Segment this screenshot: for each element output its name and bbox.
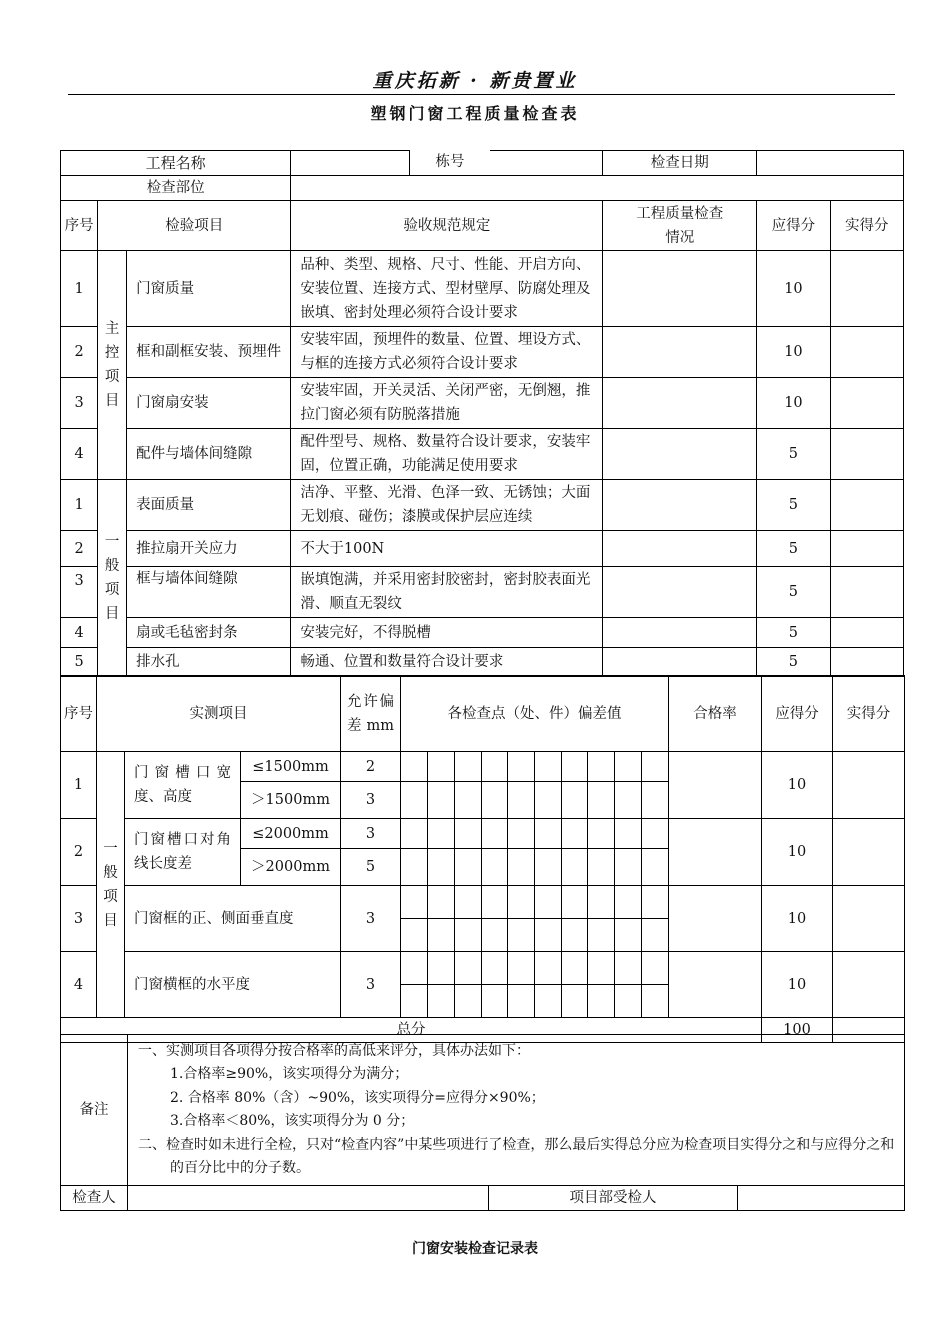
next-table-title: 门窗安装检查记录表 [412,1241,538,1257]
deviation-point-field[interactable] [481,886,508,918]
row-actual-score-field[interactable] [830,648,903,677]
row-quality-field[interactable] [603,531,757,567]
deviation-point-field[interactable] [561,782,588,818]
actual-score-header: 实得分 [830,201,903,251]
deviation-point-field[interactable] [561,952,588,984]
row-actual-score-field[interactable] [833,752,905,819]
deviation-point-field[interactable] [641,752,668,781]
deviation-point-field[interactable] [534,919,561,951]
row-spec: 畅通、位置和数量符合设计要求 [291,648,603,677]
row-quality-field[interactable] [603,429,757,480]
deviation-point-field[interactable] [454,985,481,1017]
row-quality-field[interactable] [603,648,757,677]
deviation-point-field[interactable] [428,985,455,1017]
check-part-label: 检查部位 [61,176,291,201]
deviation-point-field[interactable] [641,782,668,818]
row-due-score: 10 [762,886,833,952]
receiver-label: 项目部受检人 [489,1186,738,1211]
building-no-field[interactable] [490,151,587,175]
deviation-point-field[interactable] [534,849,561,885]
row-seq: 5 [61,648,98,677]
row-quality-field[interactable] [603,618,757,648]
spec-header: 验收规范规定 [291,201,603,251]
deviation-point-field[interactable] [481,849,508,885]
row-spec: 安装牢固，预埋件的数量、位置、埋设方式、与框的连接方式必须符合设计要求 [291,327,603,378]
inspector-field[interactable] [128,1186,489,1211]
deviation-point-field[interactable] [641,985,668,1017]
row-quality-field[interactable] [603,567,757,618]
deviation-grid[interactable] [401,985,669,1018]
row-spec: 安装完好，不得脱槽 [291,618,603,648]
row-seq: 3 [61,886,97,952]
deviation-point-field[interactable] [641,952,668,984]
deviation-point-field[interactable] [588,782,615,818]
row-actual-score-field[interactable] [830,378,903,429]
size-condition: ≤1500mm [241,752,341,782]
deviation-point-field[interactable] [534,782,561,818]
deviation-point-field[interactable] [428,849,455,885]
row-actual-score-field[interactable] [833,952,905,1018]
row-due-score: 5 [757,618,830,648]
deviation-grid[interactable] [401,952,669,985]
row-item: 门窗扇安装 [127,378,291,429]
company-slogan: 重庆拓新 · 新贵置业 [372,70,578,92]
deviation-point-field[interactable] [481,782,508,818]
project-name-label: 工程名称 [61,151,291,176]
row-due-score: 10 [762,752,833,819]
row-actual-score-field[interactable] [830,251,903,327]
allow-deviation: 3 [341,886,401,952]
deviation-point-field[interactable] [454,849,481,885]
row-item: 排水孔 [127,648,291,677]
row-item: 配件与墙体间缝隙 [127,429,291,480]
row-due-score: 10 [757,251,830,327]
deviation-point-field[interactable] [454,819,481,848]
size-condition: ＞2000mm [241,849,341,886]
deviation-point-field[interactable] [508,849,535,885]
row-due-score: 5 [757,429,830,480]
deviation-point-field[interactable] [508,985,535,1017]
row-seq: 4 [61,429,98,480]
row-quality-field[interactable] [603,327,757,378]
deviation-point-field[interactable] [508,782,535,818]
row-actual-score-field[interactable] [830,567,903,618]
pass-rate-field[interactable] [669,819,762,886]
row-item: 门窗质量 [127,251,291,327]
deviation-point-field[interactable] [588,886,615,918]
notes-table [60,1034,905,1211]
deviation-header: 各检查点（处、件）偏差值 [401,676,669,752]
check-part-field[interactable] [291,176,904,201]
deviation-point-field[interactable] [561,752,588,781]
deviation-point-field[interactable] [561,819,588,848]
row-spec: 配件型号、规格、数量符合设计要求，安装牢固，位置正确，功能满足使用要求 [291,429,603,480]
note-line: 2. 合格率 80%（含）~90%，该实项得分=应得分×90%； [170,1089,545,1106]
deviation-grid[interactable] [401,919,669,952]
notes-content [128,1035,905,1186]
deviation-point-field[interactable] [508,819,535,848]
note-line: 3.合格率＜80%，该实项得分为 0 分； [170,1113,415,1129]
row-actual-score-field[interactable] [830,480,903,531]
row-spec: 品种、类型、规格、尺寸、性能、开启方向、安装位置、连接方式、型材壁厚、防腐处理及嵌填、密封处理必须符合设计要求 [291,251,603,327]
row-item: 推拉扇开关应力 [127,531,291,567]
deviation-point-field[interactable] [534,886,561,918]
measurement-table [60,675,905,1043]
header-divider [68,94,895,95]
pass-rate-field[interactable] [669,752,762,819]
deviation-point-field[interactable] [401,886,428,918]
deviation-point-field[interactable] [454,952,481,984]
deviation-point-field[interactable] [615,886,642,918]
row-quality-field[interactable] [603,378,757,429]
deviation-point-field[interactable] [534,819,561,848]
deviation-point-field[interactable] [508,919,535,951]
measure-item: 门窗槽口对角线长度差 [125,819,241,886]
deviation-grid[interactable] [401,886,669,919]
row-seq: 4 [61,618,98,648]
allow-deviation: 5 [341,849,401,886]
deviation-point-field[interactable] [615,752,642,781]
deviation-point-field[interactable] [615,919,642,951]
row-item: 表面质量 [127,480,291,531]
deviation-point-field[interactable] [641,919,668,951]
row-actual-score-field[interactable] [830,531,903,567]
allow-deviation: 3 [341,952,401,1018]
deviation-point-field[interactable] [561,985,588,1017]
deviation-point-field[interactable] [588,919,615,951]
date-label: 检查日期 [603,151,757,176]
deviation-point-field[interactable] [615,819,642,848]
quality-header: 工程质量检查情况 [603,201,757,251]
row-actual-score-field[interactable] [830,327,903,378]
row-due-score: 5 [757,648,830,677]
deviation-point-field[interactable] [401,782,428,818]
allow-deviation: 3 [341,782,401,819]
deviation-point-field[interactable] [534,952,561,984]
deviation-point-field[interactable] [401,819,428,848]
deviation-point-field[interactable] [534,985,561,1017]
receiver-field[interactable] [738,1186,905,1211]
total-score: 100 [762,1018,833,1043]
deviation-point-field[interactable] [588,752,615,781]
row-seq: 4 [61,952,97,1018]
row-quality-field[interactable] [603,251,757,327]
measure-item: 门窗槽口宽度、高度 [125,752,241,819]
deviation-point-field[interactable] [508,952,535,984]
row-due-score: 5 [757,531,830,567]
row-spec: 安装牢固，开关灵活、关闭严密，无倒翘，推拉门窗必须有防脱落措施 [291,378,603,429]
deviation-point-field[interactable] [641,849,668,885]
row-due-score: 5 [757,480,830,531]
page-title: 塑钢门窗工程质量检查表 [370,104,580,123]
allow-deviation: 2 [341,752,401,782]
deviation-point-field[interactable] [428,752,455,781]
row-spec: 嵌填饱满，并采用密封胶密封，密封胶表面光滑、顺直无裂纹 [291,567,603,618]
deviation-point-field[interactable] [615,782,642,818]
row-spec: 洁净、平整、光滑、色泽一致、无锈蚀；大面无划痕、碰伤；漆膜或保护层应连续 [291,480,603,531]
row-actual-score-field[interactable] [833,819,905,886]
row-seq: 1 [61,752,97,819]
deviation-point-field[interactable] [401,952,428,984]
row-quality-field[interactable] [603,480,757,531]
deviation-grid[interactable] [401,782,669,819]
pass-rate-field[interactable] [669,886,762,952]
allow-deviation: 3 [341,819,401,849]
deviation-point-field[interactable] [481,752,508,781]
row-spec: 不大于100N [291,531,603,567]
seq-header: 序号 [61,676,97,752]
inspector-label: 检查人 [61,1186,128,1211]
deviation-point-field[interactable] [428,886,455,918]
deviation-point-field[interactable] [401,985,428,1017]
row-due-score: 10 [762,819,833,886]
row-seq: 1 [61,480,98,531]
deviation-point-field[interactable] [641,819,668,848]
row-due-score: 10 [762,952,833,1018]
deviation-point-field[interactable] [561,886,588,918]
deviation-point-field[interactable] [454,782,481,818]
row-seq: 3 [61,567,98,618]
row-due-score: 10 [757,378,830,429]
deviation-grid[interactable] [401,752,669,782]
deviation-point-field[interactable] [534,752,561,781]
deviation-point-field[interactable] [615,849,642,885]
row-due-score: 5 [757,567,830,618]
deviation-point-field[interactable] [481,819,508,848]
quality-check-table [60,150,904,677]
check-date-field[interactable] [757,151,904,176]
item-header: 检验项目 [98,201,291,251]
measure-item: 门窗横框的水平度 [125,952,341,1018]
deviation-point-field[interactable] [588,849,615,885]
deviation-point-field[interactable] [401,849,428,885]
deviation-point-field[interactable] [401,919,428,951]
row-seq: 3 [61,378,98,429]
deviation-point-field[interactable] [428,919,455,951]
deviation-point-field[interactable] [588,819,615,848]
due-score-header: 应得分 [757,201,830,251]
size-condition: ＞1500mm [241,782,341,819]
deviation-grid[interactable] [401,849,669,886]
deviation-point-field[interactable] [588,985,615,1017]
total-label: 总分 [61,1018,762,1043]
deviation-point-field[interactable] [428,819,455,848]
group-label-main: 主控项目 [98,251,127,480]
row-item: 框与墙体间缝隙 [127,567,291,618]
deviation-point-field[interactable] [508,886,535,918]
deviation-point-field[interactable] [481,985,508,1017]
deviation-point-field[interactable] [428,782,455,818]
deviation-point-field[interactable] [561,849,588,885]
size-condition: ≤2000mm [241,819,341,849]
row-due-score: 10 [757,327,830,378]
row-seq: 1 [61,251,98,327]
deviation-point-field[interactable] [481,919,508,951]
row-seq: 2 [61,327,98,378]
building-label: 栋号 [409,150,491,175]
deviation-point-field[interactable] [615,952,642,984]
allow-dev-header: 允许偏差mm [341,676,401,752]
row-item: 框和副框安装、预埋件 [127,327,291,378]
row-actual-score-field[interactable] [830,429,903,480]
row-item: 扇或毛毡密封条 [127,618,291,648]
group-label-general: 一般项目 [97,752,125,1018]
row-seq: 2 [61,819,97,886]
deviation-grid[interactable] [401,819,669,849]
pass-rate-field[interactable] [669,952,762,1018]
measure-item: 门窗框的正、侧面垂直度 [125,886,341,952]
notes-label: 备注 [61,1035,128,1186]
deviation-point-field[interactable] [615,985,642,1017]
seq-header: 序号 [61,201,98,251]
actual-score-header: 实得分 [833,676,905,752]
deviation-point-field[interactable] [454,752,481,781]
note-line: 1.合格率≥90%，该实项得分为满分； [170,1066,409,1082]
deviation-point-field[interactable] [454,886,481,918]
group-label-general: 一般项目 [98,480,127,677]
due-score-header: 应得分 [762,676,833,752]
deviation-point-field[interactable] [481,952,508,984]
deviation-point-field[interactable] [561,919,588,951]
note-line: 二、检查时如未进行全检，只对“检查内容”中某些项进行了检查，那么最后实得总分应为检查项目实得分之和与应得分之和的百分比中的分子数。 [138,1136,895,1176]
note-line: 一、实测项目各项得分按合格率的高低来评分，具体办法如下： [138,1042,530,1059]
deviation-point-field[interactable] [428,952,455,984]
deviation-point-field[interactable] [588,952,615,984]
deviation-point-field[interactable] [641,886,668,918]
deviation-point-field[interactable] [454,919,481,951]
row-seq: 2 [61,531,98,567]
row-actual-score-field[interactable] [830,618,903,648]
pass-rate-header: 合格率 [669,676,762,752]
measure-item-header: 实测项目 [97,676,341,752]
deviation-point-field[interactable] [508,752,535,781]
row-actual-score-field[interactable] [833,886,905,952]
deviation-point-field[interactable] [401,752,428,781]
